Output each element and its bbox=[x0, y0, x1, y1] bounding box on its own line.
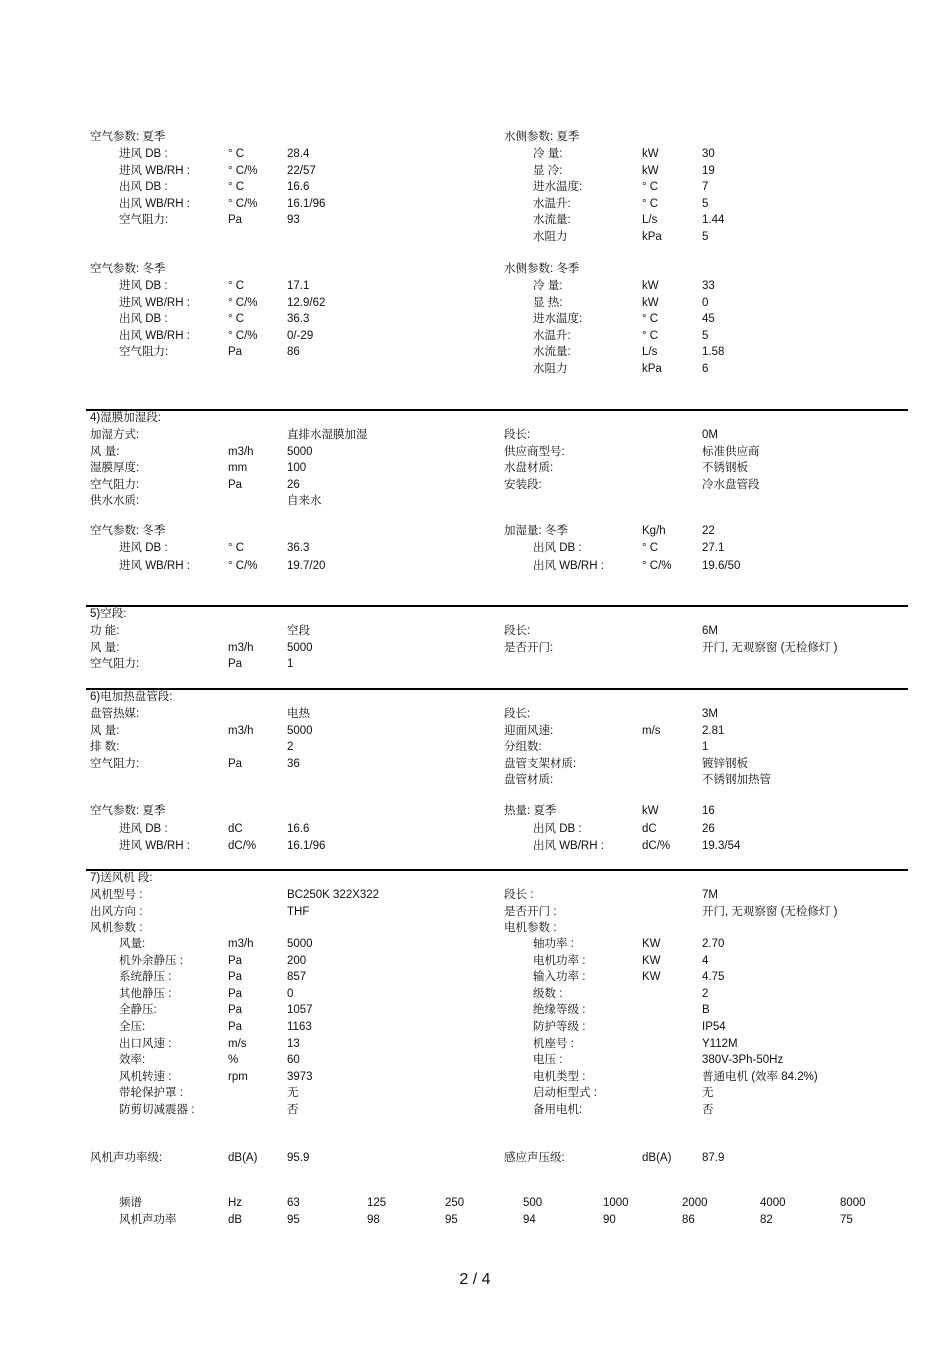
s4-row-label: 湿膜厚度: bbox=[90, 462, 140, 474]
spectrum-power-label: 风机声功率 bbox=[119, 1214, 177, 1226]
water-winter-row-unit: kW bbox=[642, 280, 659, 292]
s7-row-label: 出风方向 : bbox=[90, 905, 143, 918]
s6-row-label: 迎面风速: bbox=[504, 724, 554, 737]
water-summer-row-unit: kPa bbox=[642, 231, 662, 243]
sound-power-unit: dB(A) bbox=[228, 1152, 258, 1164]
s7-fan-row-label: 系统静压 : bbox=[119, 971, 172, 984]
air-summer-row-value: 16.6 bbox=[287, 181, 310, 194]
section-7-title: 7)送风机 段: bbox=[90, 872, 153, 884]
s4-hum-row-label: 出风 WB/RH : bbox=[533, 560, 604, 572]
sound-pressure-label: 感应声压级: bbox=[504, 1152, 565, 1164]
s6-air-row-label: 进风 WB/RH : bbox=[119, 839, 190, 852]
s7-fan-row-label: 防剪切减震器 : bbox=[119, 1104, 195, 1116]
s7-fan-row-unit: m3/h bbox=[228, 938, 254, 950]
s7-motor-row-value: 2.70 bbox=[702, 938, 725, 950]
s4-air-row-value: 36.3 bbox=[287, 542, 310, 554]
s7-motor-row-unit: KW bbox=[642, 971, 661, 984]
s4-row-label: 风 量: bbox=[90, 445, 120, 458]
s5-row-label: 段长: bbox=[504, 625, 531, 637]
spectrum-power-cell: 86 bbox=[682, 1214, 695, 1226]
section-divider bbox=[86, 688, 908, 690]
air-summer-row-unit: ° C/% bbox=[228, 197, 258, 210]
s6-heat-title: 热量: 夏季 bbox=[504, 805, 557, 817]
s5-row-value: 6M bbox=[702, 625, 718, 637]
water-summer-row-value: 19 bbox=[702, 164, 715, 177]
s4-row-value: 26 bbox=[287, 478, 300, 491]
air-winter-row-value: 86 bbox=[287, 346, 300, 359]
water-summer-row-value: 5 bbox=[702, 231, 709, 243]
water-summer-row-value: 5 bbox=[702, 197, 709, 210]
s7-motor-row-value: 2 bbox=[702, 987, 709, 1000]
s4-hum-row-unit: ° C bbox=[642, 542, 659, 554]
s7-motor-row-value: 4 bbox=[702, 954, 709, 967]
s4-row-value: 不锈钢板 bbox=[702, 462, 748, 474]
s7-row-label: 风机参数 : bbox=[90, 922, 143, 934]
s6-heat-row-label: 出风 DB : bbox=[533, 823, 582, 835]
s7-motor-row-value: IP54 bbox=[702, 1021, 726, 1033]
air-winter-row-value: 0/-29 bbox=[287, 329, 314, 342]
s7-motor-row-value: 4.75 bbox=[702, 971, 725, 984]
s7-fan-row-value: 0 bbox=[287, 987, 294, 1000]
s4-row-value: 冷水盘管段 bbox=[702, 478, 760, 491]
s7-motor-row-label: 机座号 : bbox=[533, 1037, 574, 1050]
spectrum-freq-cell: 125 bbox=[367, 1197, 387, 1209]
s6-air-title: 空气参数: 夏季 bbox=[90, 805, 166, 817]
s4-humidify-unit: Kg/h bbox=[642, 525, 666, 537]
s7-row-value: BC250K 322X322 bbox=[287, 889, 380, 901]
spectrum-freq-label: 频谱 bbox=[119, 1197, 142, 1209]
s7-fan-row-label: 效率: bbox=[119, 1054, 146, 1067]
air-summer-row-unit: Pa bbox=[228, 214, 243, 227]
sound-pressure-value: 87.9 bbox=[702, 1152, 725, 1164]
air-summer-row-value: 22/57 bbox=[287, 164, 316, 177]
s7-motor-row-label: 电机功率 : bbox=[533, 954, 586, 967]
s5-row-value: 空段 bbox=[287, 625, 310, 637]
s4-air-row-label: 进风 WB/RH : bbox=[119, 560, 190, 572]
water-winter-row-value: 0 bbox=[702, 296, 709, 309]
air-winter-row-value: 36.3 bbox=[287, 313, 310, 326]
s4-air-row-value: 19.7/20 bbox=[287, 560, 326, 572]
s5-row-label: 是否开门: bbox=[504, 641, 554, 654]
water-summer-row-label: 水流量: bbox=[533, 214, 571, 227]
s7-motor-row-value: B bbox=[702, 1004, 710, 1017]
s7-row-value: 开门, 无观察窗 (无检修灯 ) bbox=[702, 905, 838, 918]
s7-motor-row-label: 输入功率 : bbox=[533, 971, 586, 984]
s7-fan-row-label: 风量: bbox=[119, 938, 146, 950]
s4-air-title: 空气参数: 冬季 bbox=[90, 525, 166, 537]
s6-air-row-unit: dC bbox=[228, 823, 243, 835]
s4-row-value: 标准供应商 bbox=[702, 445, 760, 458]
s6-row-value: 3M bbox=[702, 708, 718, 720]
air-winter-row-unit: ° C bbox=[228, 280, 245, 292]
spectrum-freq-cell: 1000 bbox=[603, 1197, 629, 1209]
spectrum-freq-cell: 500 bbox=[523, 1197, 543, 1209]
s7-fan-row-value: 无 bbox=[287, 1087, 299, 1100]
s7-fan-row-value: 否 bbox=[287, 1104, 299, 1116]
s4-air-row-unit: ° C/% bbox=[228, 560, 258, 572]
s6-row-value: 5000 bbox=[287, 724, 313, 737]
water-winter-row-label: 显 热: bbox=[533, 296, 563, 309]
water-winter-row-unit: kPa bbox=[642, 363, 662, 375]
s7-fan-row-value: 1163 bbox=[287, 1021, 312, 1033]
s7-motor-row-label: 轴功率 : bbox=[533, 938, 574, 950]
water-summer-row-unit: kW bbox=[642, 148, 659, 160]
s7-motor-row-label: 电压 : bbox=[533, 1054, 563, 1067]
spectrum-power-cell: 95 bbox=[287, 1214, 300, 1226]
air-winter-row-label: 进风 DB : bbox=[119, 280, 168, 292]
air-winter-row-unit: Pa bbox=[228, 346, 243, 359]
s7-motor-row-value: 否 bbox=[702, 1104, 714, 1116]
s6-heat-row-unit: dC bbox=[642, 823, 657, 835]
s6-heat-row-value: 19.3/54 bbox=[702, 839, 741, 852]
s7-fan-row-unit: m/s bbox=[228, 1037, 247, 1050]
s6-row-label: 盘管热媒: bbox=[90, 708, 140, 720]
s5-row-unit: Pa bbox=[228, 658, 243, 670]
water-summer-row-label: 水阻力 bbox=[533, 231, 568, 243]
s4-air-row-label: 进风 DB : bbox=[119, 542, 168, 554]
air-winter-row-label: 出风 DB : bbox=[119, 313, 168, 326]
water-winter-row-label: 水流量: bbox=[533, 346, 571, 359]
section-divider bbox=[86, 869, 908, 871]
s4-hum-row-label: 出风 DB : bbox=[533, 542, 582, 554]
s7-fan-row-label: 风机转速 : bbox=[119, 1070, 172, 1083]
s7-fan-row-unit: Pa bbox=[228, 1021, 243, 1033]
water-summer-row-label: 水温升: bbox=[533, 197, 571, 210]
spectrum-power-cell: 90 bbox=[603, 1214, 616, 1226]
s5-row-unit: m3/h bbox=[228, 641, 254, 654]
water-winter-row-value: 1.58 bbox=[702, 346, 725, 359]
s6-row-unit: m3/h bbox=[228, 724, 254, 737]
s4-hum-row-value: 19.6/50 bbox=[702, 560, 741, 572]
s5-row-value: 开门, 无观察窗 (无检修灯 ) bbox=[702, 641, 838, 654]
s7-fan-row-value: 5000 bbox=[287, 938, 313, 950]
water-winter-row-unit: L/s bbox=[642, 346, 658, 359]
air-winter-row-value: 17.1 bbox=[287, 280, 310, 292]
air-winter-row-unit: ° C/% bbox=[228, 329, 258, 342]
water-summer-row-label: 冷 量: bbox=[533, 148, 563, 160]
s4-hum-row-unit: ° C/% bbox=[642, 560, 672, 572]
spectrum-freq-cell: 4000 bbox=[760, 1197, 786, 1209]
air-summer-row-value: 16.1/96 bbox=[287, 197, 326, 210]
s5-row-label: 风 量: bbox=[90, 641, 120, 654]
s7-motor-row-value: Y112M bbox=[702, 1037, 738, 1050]
s4-humidify-value: 22 bbox=[702, 525, 715, 537]
s6-row-value: 电热 bbox=[287, 708, 310, 720]
s5-row-label: 功 能: bbox=[90, 625, 120, 637]
s4-row-value: 自来水 bbox=[287, 495, 322, 507]
s7-fan-row-value: 200 bbox=[287, 954, 307, 967]
air-winter-row-label: 出风 WB/RH : bbox=[119, 329, 190, 342]
s4-row-label: 安装段: bbox=[504, 478, 542, 491]
s4-row-label: 水盘材质: bbox=[504, 462, 554, 474]
spectrum-power-unit: dB bbox=[228, 1214, 243, 1226]
section-4-title: 4)湿膜加湿段: bbox=[90, 412, 161, 424]
s7-fan-row-value: 857 bbox=[287, 971, 307, 984]
spectrum-freq-cell: 8000 bbox=[840, 1197, 866, 1209]
s6-row-unit: m/s bbox=[642, 724, 661, 737]
s7-fan-row-label: 机外余静压 : bbox=[119, 954, 183, 967]
s4-air-row-unit: ° C bbox=[228, 542, 245, 554]
s7-fan-row-label: 带轮保护罩 : bbox=[119, 1087, 183, 1100]
water-summer-row-unit: L/s bbox=[642, 214, 658, 227]
water-summer-row-unit: ° C bbox=[642, 197, 659, 210]
s6-row-value: 2 bbox=[287, 741, 294, 754]
s4-row-value: 100 bbox=[287, 462, 307, 474]
s7-fan-row-unit: rpm bbox=[228, 1070, 248, 1083]
water-summer-title: 水侧参数: 夏季 bbox=[504, 131, 580, 143]
s5-row-value: 5000 bbox=[287, 641, 313, 654]
water-summer-row-value: 7 bbox=[702, 181, 709, 194]
s4-row-value: 5000 bbox=[287, 445, 313, 458]
s7-row-label: 风机型号 : bbox=[90, 889, 143, 901]
water-summer-row-value: 30 bbox=[702, 148, 715, 160]
s7-fan-row-unit: % bbox=[228, 1054, 239, 1067]
s7-fan-row-value: 13 bbox=[287, 1037, 300, 1050]
s7-row-value: 7M bbox=[702, 889, 718, 901]
water-winter-row-value: 5 bbox=[702, 329, 709, 342]
s7-row-label: 段长 : bbox=[504, 889, 534, 901]
s7-fan-row-unit: Pa bbox=[228, 1004, 243, 1017]
s6-heat-row-value: 26 bbox=[702, 823, 715, 835]
air-summer-row-unit: ° C/% bbox=[228, 164, 258, 177]
s7-fan-row-value: 60 bbox=[287, 1054, 300, 1067]
s6-row-value: 1 bbox=[702, 741, 709, 754]
s7-fan-row-unit: Pa bbox=[228, 987, 243, 1000]
s7-fan-row-value: 1057 bbox=[287, 1004, 313, 1017]
water-winter-row-label: 水温升: bbox=[533, 329, 571, 342]
s6-row-label: 盘管支架材质: bbox=[504, 757, 577, 770]
s6-row-label: 排 数: bbox=[90, 741, 120, 754]
spectrum-power-cell: 94 bbox=[523, 1214, 536, 1226]
s4-row-label: 空气阻力: bbox=[90, 478, 140, 491]
water-winter-row-label: 冷 量: bbox=[533, 280, 563, 292]
s7-motor-row-label: 备用电机: bbox=[533, 1104, 583, 1116]
s6-row-unit: Pa bbox=[228, 757, 243, 770]
spectrum-power-cell: 75 bbox=[840, 1214, 853, 1226]
sound-power-label: 风机声功率级: bbox=[90, 1152, 163, 1164]
s7-motor-row-label: 级数 : bbox=[533, 987, 563, 1000]
air-summer-row-value: 93 bbox=[287, 214, 300, 227]
spectrum-freq-unit: Hz bbox=[228, 1197, 243, 1209]
s6-row-label: 风 量: bbox=[90, 724, 120, 737]
s6-row-value: 2.81 bbox=[702, 724, 725, 737]
air-summer-row-unit: ° C bbox=[228, 181, 245, 194]
air-winter-title: 空气参数: 冬季 bbox=[90, 263, 166, 275]
s6-air-row-value: 16.6 bbox=[287, 823, 310, 835]
sound-power-value: 95.9 bbox=[287, 1152, 310, 1164]
s7-motor-row-unit: KW bbox=[642, 954, 661, 967]
s4-row-label: 段长: bbox=[504, 429, 531, 441]
s7-motor-row-value: 380V-3Ph-50Hz bbox=[702, 1054, 784, 1067]
s7-fan-row-label: 全压: bbox=[119, 1021, 146, 1033]
water-winter-row-value: 6 bbox=[702, 363, 709, 375]
s7-motor-row-label: 绝缘等级 : bbox=[533, 1004, 586, 1017]
air-summer-row-label: 出风 DB : bbox=[119, 181, 168, 194]
s6-air-row-label: 进风 DB : bbox=[119, 823, 168, 835]
air-winter-row-value: 12.9/62 bbox=[287, 296, 326, 309]
s6-heat-row-unit: dC/% bbox=[642, 839, 671, 852]
s6-row-label: 盘管材质: bbox=[504, 774, 554, 787]
s7-fan-row-value: 3973 bbox=[287, 1070, 313, 1083]
s5-row-label: 空气阻力: bbox=[90, 658, 140, 670]
s6-row-label: 段长: bbox=[504, 708, 531, 720]
s6-row-label: 空气阻力: bbox=[90, 757, 140, 770]
water-winter-row-unit: ° C bbox=[642, 313, 659, 326]
s6-air-row-unit: dC/% bbox=[228, 839, 257, 852]
water-winter-row-value: 33 bbox=[702, 280, 715, 292]
s7-motor-row-unit: KW bbox=[642, 938, 661, 950]
s4-row-unit: mm bbox=[228, 462, 248, 474]
air-winter-row-unit: ° C bbox=[228, 313, 245, 326]
s7-fan-row-label: 其他静压 : bbox=[119, 987, 172, 1000]
s4-row-value: 0M bbox=[702, 429, 718, 441]
air-summer-row-label: 进风 WB/RH : bbox=[119, 164, 190, 177]
water-winter-row-unit: kW bbox=[642, 296, 659, 309]
s7-motor-row-label: 启动柜型式 : bbox=[533, 1087, 597, 1100]
s6-row-value: 不锈钢加热管 bbox=[702, 774, 771, 787]
s4-row-unit: m3/h bbox=[228, 445, 254, 458]
water-summer-row-label: 显 冷: bbox=[533, 164, 563, 177]
s7-fan-row-label: 出口风速 : bbox=[119, 1037, 172, 1050]
s7-row-label: 电机参数 : bbox=[504, 922, 557, 934]
s5-row-value: 1 bbox=[287, 658, 294, 670]
s7-motor-row-label: 电机类型 : bbox=[533, 1070, 586, 1083]
s7-fan-row-unit: Pa bbox=[228, 971, 243, 984]
s6-heat-row-label: 出风 WB/RH : bbox=[533, 839, 604, 852]
section-divider bbox=[86, 409, 908, 411]
water-winter-row-label: 进水温度: bbox=[533, 313, 583, 326]
s4-row-label: 供应商型号: bbox=[504, 445, 565, 458]
s4-row-unit: Pa bbox=[228, 478, 243, 491]
air-summer-row-unit: ° C bbox=[228, 148, 245, 160]
spectrum-power-cell: 82 bbox=[760, 1214, 773, 1226]
s6-heat-value: 16 bbox=[702, 805, 715, 817]
s7-motor-row-label: 防护等级 : bbox=[533, 1021, 586, 1033]
air-winter-row-unit: ° C/% bbox=[228, 296, 258, 309]
air-summer-row-value: 28.4 bbox=[287, 148, 310, 160]
air-summer-title: 空气参数: 夏季 bbox=[90, 131, 166, 143]
water-summer-row-label: 进水温度: bbox=[533, 181, 583, 194]
s7-row-value: THF bbox=[287, 905, 310, 918]
water-winter-row-unit: ° C bbox=[642, 329, 659, 342]
water-summer-row-value: 1.44 bbox=[702, 214, 725, 227]
spectrum-power-cell: 95 bbox=[445, 1214, 458, 1226]
s7-fan-row-label: 全静压: bbox=[119, 1004, 157, 1017]
s4-row-label: 供水水质: bbox=[90, 495, 140, 507]
water-winter-row-value: 45 bbox=[702, 313, 715, 326]
s7-motor-row-value: 普通电机 (效率 84.2%) bbox=[702, 1070, 818, 1083]
s6-row-label: 分组数: bbox=[504, 741, 542, 754]
s6-air-row-value: 16.1/96 bbox=[287, 839, 326, 852]
air-summer-row-label: 进风 DB : bbox=[119, 148, 168, 160]
water-winter-title: 水侧参数: 冬季 bbox=[504, 263, 580, 275]
s6-row-value: 镀锌钢板 bbox=[702, 757, 748, 770]
sound-pressure-unit: dB(A) bbox=[642, 1152, 672, 1164]
s7-row-label: 是否开门 : bbox=[504, 905, 557, 918]
page-number: 2 / 4 bbox=[459, 1271, 491, 1288]
s4-row-label: 加湿方式: bbox=[90, 429, 140, 441]
s4-humidify-title: 加湿量: 冬季 bbox=[504, 525, 568, 537]
air-summer-row-label: 空气阻力: bbox=[119, 214, 169, 227]
air-winter-row-label: 空气阻力: bbox=[119, 346, 169, 359]
air-summer-row-label: 出风 WB/RH : bbox=[119, 197, 190, 210]
s6-row-value: 36 bbox=[287, 757, 300, 770]
section-divider bbox=[86, 605, 908, 607]
s6-heat-unit: kW bbox=[642, 805, 659, 817]
spectrum-power-cell: 98 bbox=[367, 1214, 380, 1226]
s7-motor-row-value: 无 bbox=[702, 1087, 714, 1100]
spectrum-freq-cell: 2000 bbox=[682, 1197, 708, 1209]
section-5-title: 5)空段: bbox=[90, 608, 127, 620]
air-winter-row-label: 进风 WB/RH : bbox=[119, 296, 190, 309]
water-summer-row-unit: ° C bbox=[642, 181, 659, 194]
spectrum-freq-cell: 63 bbox=[287, 1197, 300, 1209]
s7-fan-row-unit: Pa bbox=[228, 954, 243, 967]
s4-row-value: 直排水湿膜加湿 bbox=[287, 429, 368, 441]
water-summer-row-unit: kW bbox=[642, 164, 659, 177]
spectrum-freq-cell: 250 bbox=[445, 1197, 465, 1209]
water-winter-row-label: 水阻力 bbox=[533, 363, 568, 375]
s4-hum-row-value: 27.1 bbox=[702, 542, 725, 554]
section-6-title: 6)电加热盘管段: bbox=[90, 691, 173, 703]
